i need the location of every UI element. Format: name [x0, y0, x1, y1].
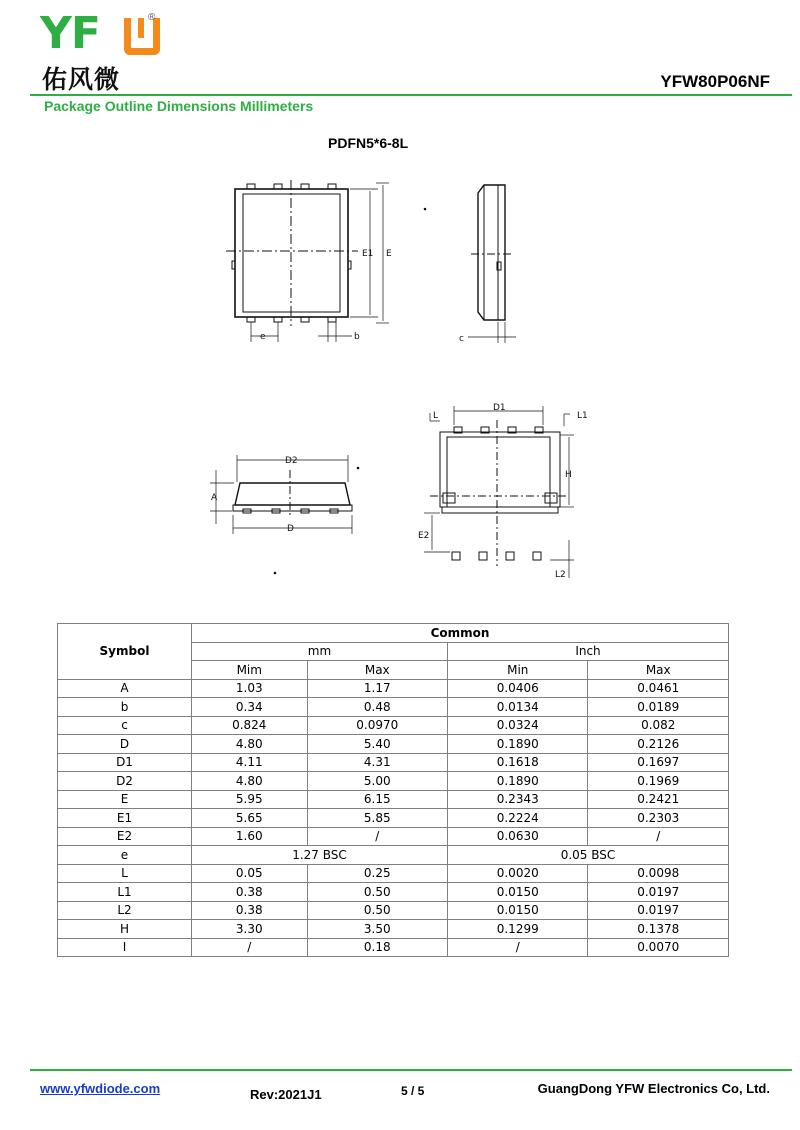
- row-mm-max: 3.50: [307, 920, 447, 939]
- table-row: [58, 753, 729, 772]
- bottom-lead: [479, 552, 487, 560]
- bottom-lead: [533, 552, 541, 560]
- row-symbol: E2: [58, 827, 192, 846]
- side-view-body: [478, 185, 505, 320]
- label-D1: D1: [493, 403, 506, 413]
- row-mm-max: 1.17: [307, 679, 447, 698]
- bottom-view-slot: [442, 507, 558, 513]
- table-row: [58, 809, 729, 828]
- stray-dot: [424, 208, 426, 210]
- inch-header: Inch: [448, 642, 729, 661]
- row-symbol: E1: [58, 809, 192, 828]
- row-mm-min: 4.80: [192, 772, 308, 791]
- row-mm-min: 1.60: [192, 827, 308, 846]
- row-mm-min: 5.65: [192, 809, 308, 828]
- row-mm-min: 5.95: [192, 790, 308, 809]
- table-row: [58, 864, 729, 883]
- inch-max-header: Max: [588, 661, 729, 680]
- header-divider: [30, 94, 792, 96]
- package-outline-drawing: [200, 165, 600, 595]
- front-view: [210, 455, 352, 534]
- row-inch-max: 0.0070: [588, 938, 729, 957]
- stray-dot: [274, 572, 276, 574]
- row-mm-bsc: 1.27 BSC: [192, 846, 448, 865]
- section-title: Package Outline Dimensions Millimeters: [44, 98, 314, 114]
- row-symbol: D: [58, 735, 192, 754]
- bottom-view: [424, 406, 574, 578]
- row-mm-min: 0.824: [192, 716, 308, 735]
- row-inch-max: 0.0189: [588, 698, 729, 717]
- row-mm-max: 0.0970: [307, 716, 447, 735]
- row-inch-min: 0.2343: [448, 790, 588, 809]
- label-c: c: [459, 334, 464, 344]
- table-row: [58, 846, 729, 865]
- row-mm-min: 4.11: [192, 753, 308, 772]
- inch-min-header: Min: [448, 661, 588, 680]
- table-row: [58, 790, 729, 809]
- row-inch-bsc: 0.05 BSC: [448, 846, 729, 865]
- label-A: A: [211, 493, 218, 503]
- company-name: GuangDong YFW Electronics Co, Ltd.: [537, 1081, 770, 1096]
- row-inch-min: 0.0134: [448, 698, 588, 717]
- label-L2: L2: [555, 570, 566, 580]
- table-row: [58, 735, 729, 754]
- row-mm-min: 0.38: [192, 883, 308, 902]
- label-E1: E1: [362, 249, 374, 259]
- row-inch-max: 0.0461: [588, 679, 729, 698]
- bottom-lead: [506, 552, 514, 560]
- row-symbol: e: [58, 846, 192, 865]
- page-number: 5 / 5: [401, 1084, 425, 1098]
- registered-mark: ®: [148, 12, 156, 23]
- row-inch-min: 0.0630: [448, 827, 588, 846]
- logo-yf-letters: YF: [40, 8, 100, 59]
- row-symbol: L1: [58, 883, 192, 902]
- row-mm-min: 1.03: [192, 679, 308, 698]
- mm-max-header: Max: [307, 661, 447, 680]
- row-symbol: I: [58, 938, 192, 957]
- row-inch-max: /: [588, 827, 729, 846]
- logo-w-mark-center: [138, 18, 144, 38]
- stray-dot: [357, 467, 359, 469]
- dimensions-table: [57, 623, 729, 957]
- row-inch-max: 0.2303: [588, 809, 729, 828]
- row-inch-min: 0.0020: [448, 864, 588, 883]
- company-logo: [40, 8, 160, 94]
- corner-pad: [545, 493, 557, 503]
- footer-divider: [30, 1069, 792, 1071]
- row-inch-max: 0.0197: [588, 901, 729, 920]
- table-row: [58, 698, 729, 717]
- label-L: L: [433, 411, 439, 421]
- row-inch-max: 0.0197: [588, 883, 729, 902]
- row-inch-min: 0.1299: [448, 920, 588, 939]
- row-inch-min: 0.0324: [448, 716, 588, 735]
- row-mm-max: 0.48: [307, 698, 447, 717]
- row-inch-max: 0.1969: [588, 772, 729, 791]
- table-row: [58, 901, 729, 920]
- label-E: E: [386, 249, 392, 259]
- row-symbol: D2: [58, 772, 192, 791]
- label-L1: L1: [577, 411, 588, 421]
- row-symbol: D1: [58, 753, 192, 772]
- package-title: PDFN5*6-8L: [328, 135, 409, 151]
- table-row: [58, 920, 729, 939]
- row-mm-max: 0.25: [307, 864, 447, 883]
- row-inch-min: 0.0406: [448, 679, 588, 698]
- row-symbol: b: [58, 698, 192, 717]
- row-mm-max: 6.15: [307, 790, 447, 809]
- part-number: YFW80P06NF: [660, 72, 770, 91]
- table-row: [58, 772, 729, 791]
- row-mm-min: 3.30: [192, 920, 308, 939]
- row-inch-max: 0.2421: [588, 790, 729, 809]
- row-mm-min: 4.80: [192, 735, 308, 754]
- row-mm-max: 5.40: [307, 735, 447, 754]
- front-view-body: [235, 483, 350, 505]
- table-row: [58, 938, 729, 957]
- row-mm-max: /: [307, 827, 447, 846]
- row-mm-max: 0.18: [307, 938, 447, 957]
- row-symbol: L2: [58, 901, 192, 920]
- row-inch-min: 0.1890: [448, 735, 588, 754]
- side-tab: [232, 261, 235, 269]
- row-symbol: A: [58, 679, 192, 698]
- row-mm-max: 0.50: [307, 901, 447, 920]
- revision: Rev:2021J1: [250, 1087, 322, 1102]
- label-e: e: [260, 332, 266, 342]
- row-mm-max: 4.31: [307, 753, 447, 772]
- corner-pad: [443, 493, 455, 503]
- side-view: [468, 185, 516, 343]
- row-inch-min: 0.1618: [448, 753, 588, 772]
- logo-chinese-name: 佑风微: [42, 65, 121, 94]
- row-mm-min: 0.38: [192, 901, 308, 920]
- label-D: D: [287, 524, 294, 534]
- row-inch-min: 0.2224: [448, 809, 588, 828]
- row-symbol: H: [58, 920, 192, 939]
- table-row: [58, 883, 729, 902]
- row-mm-min: 0.05: [192, 864, 308, 883]
- website-link[interactable]: www.yfwdiode.com: [40, 1081, 161, 1096]
- row-symbol: L: [58, 864, 192, 883]
- label-E2: E2: [418, 531, 430, 541]
- row-mm-min: /: [192, 938, 308, 957]
- label-H: H: [565, 470, 572, 480]
- symbol-header: Symbol: [58, 624, 192, 680]
- row-inch-max: 0.082: [588, 716, 729, 735]
- row-symbol: c: [58, 716, 192, 735]
- row-symbol: E: [58, 790, 192, 809]
- bottom-lead: [452, 552, 460, 560]
- label-b: b: [354, 332, 360, 342]
- mm-header: mm: [192, 642, 448, 661]
- row-inch-min: 0.0150: [448, 883, 588, 902]
- row-mm-max: 0.50: [307, 883, 447, 902]
- row-inch-max: 0.0098: [588, 864, 729, 883]
- row-inch-min: 0.1890: [448, 772, 588, 791]
- row-inch-max: 0.2126: [588, 735, 729, 754]
- row-inch-max: 0.1697: [588, 753, 729, 772]
- side-tab: [348, 261, 351, 269]
- row-mm-max: 5.85: [307, 809, 447, 828]
- row-inch-min: /: [448, 938, 588, 957]
- row-mm-min: 0.34: [192, 698, 308, 717]
- table-row: [58, 827, 729, 846]
- mm-min-header: Mim: [192, 661, 308, 680]
- table-row: [58, 716, 729, 735]
- common-header: Common: [192, 624, 729, 643]
- top-view: [226, 180, 389, 342]
- table-row: [58, 679, 729, 698]
- row-inch-max: 0.1378: [588, 920, 729, 939]
- label-D2: D2: [285, 456, 298, 466]
- row-mm-max: 5.00: [307, 772, 447, 791]
- row-inch-min: 0.0150: [448, 901, 588, 920]
